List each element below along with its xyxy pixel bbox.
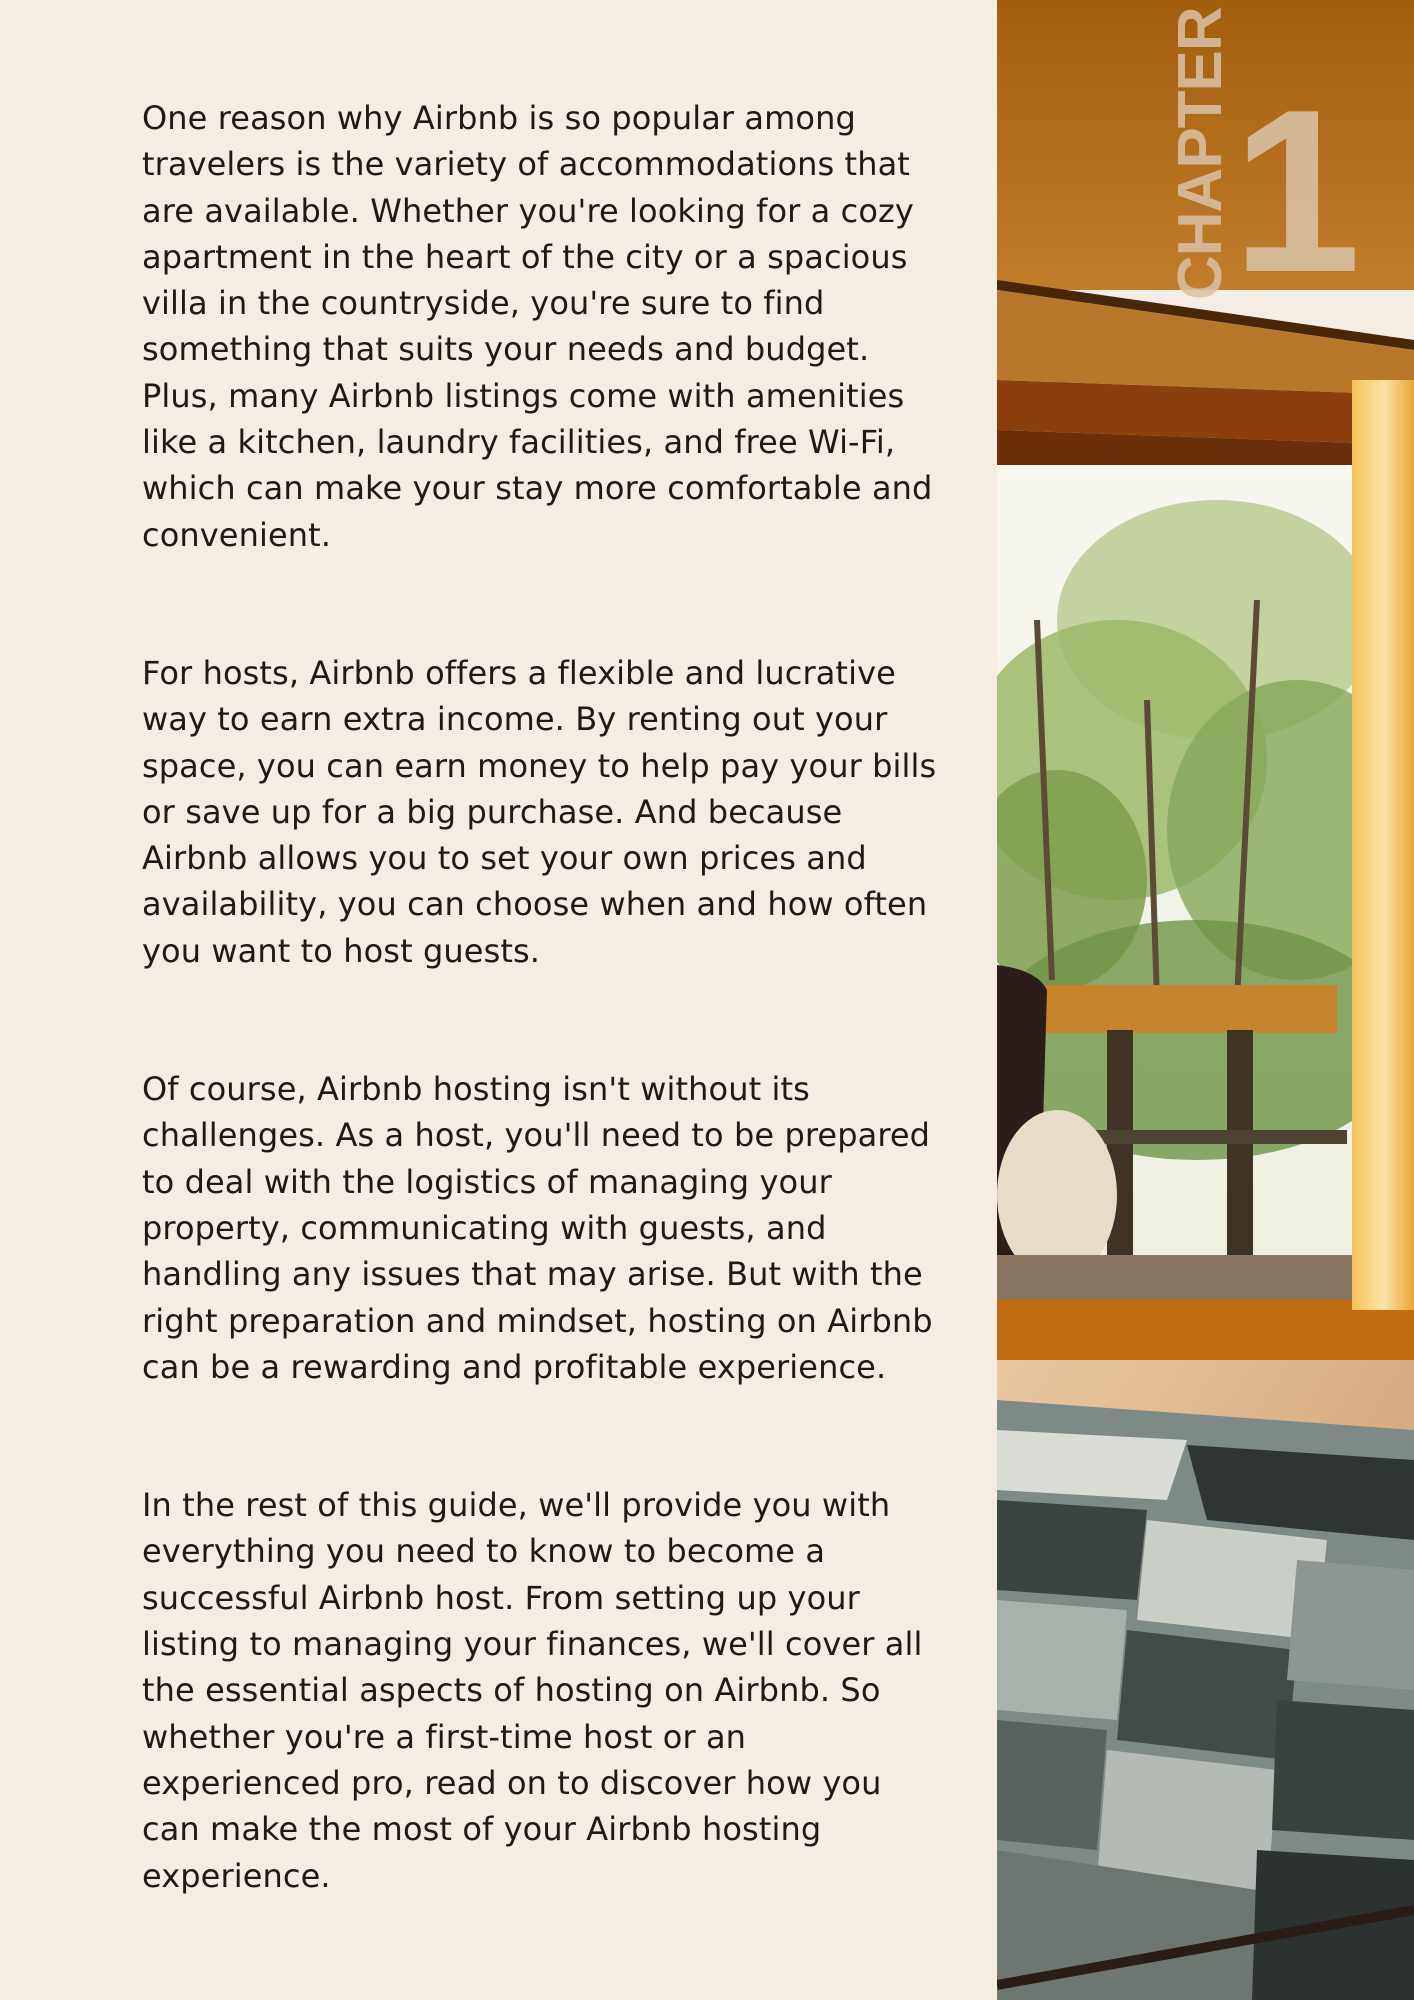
- paragraph-3: Of course, Airbnb hosting isn't without its challenges. As a host, you'll need to be prepared to deal with the logistics of managing your property, communicating with guests, and handling any issues that may arise. But with the right preparation and mindset, hosting on Airbnb can be a rewarding and profitable experience.: [142, 1070, 933, 1386]
- paragraph-4: In the rest of this guide, we'll provide you with everything you need to know to become a successful Airbnb host. From setting up your listing to managing your finances, we'll cover all the essential aspects of hosting on Airbnb. So whether you're a first-time host or an experienced pro, read on to discover how you can make the most of your Airbnb hosting experience.: [142, 1486, 923, 1895]
- chapter-label: CHAPTER: [1166, 7, 1235, 300]
- paragraph-2: For hosts, Airbnb offers a flexible and lucrative way to earn extra income. By renting out your space, you can earn money to help pay your bills or save up for a big purchase. And because Airbnb allows you to set your own prices and availability, you can choose when and how often you want to host guests.: [142, 653, 937, 970]
- body-text-column: [142, 95, 942, 1991]
- chapter-heading: [1160, 7, 1362, 321]
- paragraph-1: One reason why Airbnb is so popular among travelers is the variety of accommodations that are available. Whether you're looking for a cozy apartment in the heart of the city or a spacious villa in the countryside, you're sure to find something that suits your needs and budget. Plus, many Airbnb listings come with amenities like a kitchen, laundry facilities, and free Wi-Fi, which can make your stay more comfortable and convenient.: [142, 99, 933, 554]
- chapter-number: 1: [1232, 62, 1362, 321]
